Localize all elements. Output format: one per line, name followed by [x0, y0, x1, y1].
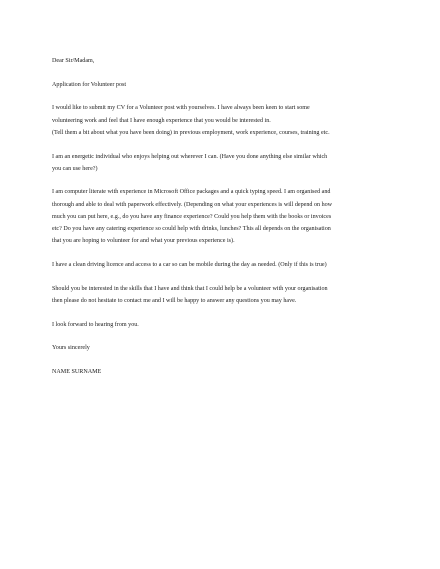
- paragraph-closing: [52, 283, 392, 307]
- paragraph-line: I am computer literate with experience in Microsoft Office packages and a quick typing speed. I am organised and: [52, 189, 331, 196]
- paragraph-personality: [52, 151, 392, 175]
- paragraph-line: you can use here?): [52, 165, 98, 172]
- paragraph-line: I am an energetic individual who enjoys helping out wherever I can. (Have you done anything else similar which: [52, 153, 328, 160]
- paragraph-line: etc? Do you have any catering experience so could help with drinks, lunches? This all depends on the organisation: [52, 226, 331, 233]
- paragraph-line: (Tell them a bit about what you have been doing) in previous employment, work experience, courses, training etc.: [52, 129, 330, 136]
- subject-line: Application for Volunteer post: [52, 81, 127, 88]
- paragraph-driving: [52, 259, 392, 271]
- letter-body: [52, 55, 392, 378]
- paragraph-line: much you can put here, e.g., do you have any finance experience? Could you help them with the books or invoices: [52, 213, 332, 220]
- sign-off: Yours sincerely: [52, 345, 90, 352]
- paragraph-line: Should you be interested in the skills that I have and think that I could help be a volunteer with your organisation: [52, 285, 328, 292]
- paragraph-line: then please do not hesitate to contact me and I will be happy to answer any questions you may have.: [52, 297, 297, 304]
- paragraph-intro: [52, 102, 392, 139]
- signature-name: NAME SURNAME: [52, 368, 102, 375]
- paragraph-line: I would like to submit my CV for a Volunteer post with yourselves. I have always been keen to start some: [52, 105, 310, 112]
- paragraph-line: I have a clean driving licence and access to a car so can be mobile during the day as needed. (Only if this is true): [52, 261, 327, 268]
- paragraph-line: volunteering work and feel that I have enough experience that you would be interested in.: [52, 117, 271, 124]
- paragraph-line: that you are hoping to volunteer for and what your previous experience is).: [52, 238, 235, 245]
- salutation: Dear Sir/Madam,: [52, 58, 95, 64]
- paragraph-line: thorough and able to deal with paperwork effectively. (Depending on what your experiences is will depend on how: [52, 201, 333, 208]
- closing-line: I look forward to hearing from you.: [52, 321, 139, 328]
- paragraph-skills: [52, 186, 392, 247]
